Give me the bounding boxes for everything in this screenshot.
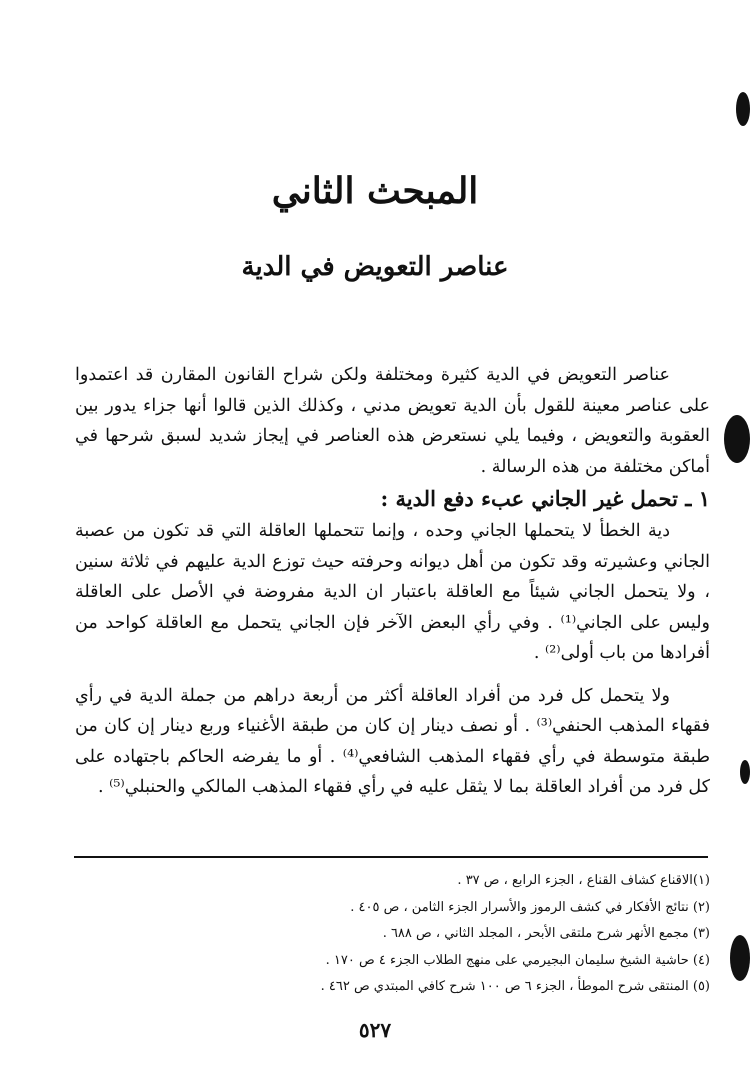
scan-mark-right xyxy=(740,760,750,784)
paragraph-2: ولا يتحمل كل فرد من أفراد العاقلة أكثر من أربعة دراهم من جملة الدية في رأي فقهاء المذهب الحنفي⁽³⁾ . أو نصف دينار إن كان من طبقة الأغنياء وربع دينار إن كان من طبقة متوسطة في رأي فقهاء المذهب الشافعي⁽⁴⁾ . أو ما يفرضه الحاكم باجتهاده على كل فرد من أفراد العاقلة بما لا يثقل عليه في رأي فقهاء المذهب المالكي والحنبلي⁽⁵⁾ . xyxy=(75,685,711,797)
subheading: ١ ـ تحمل غير الجاني عبء دفع الدية : xyxy=(380,486,710,511)
footnote-divider xyxy=(74,856,708,858)
footnote-5: (٥) المنتقى شرح الموطأ ، الجزء ٦ ص ١٠٠ شرح كافي المبتدي ص ٤٦٢ . xyxy=(320,979,710,994)
footnotes xyxy=(70,868,710,1001)
footnote-4: (٤) حاشية الشيخ سليمان البجيرمي على منهج الطلاب الجزء ٤ ص ١٧٠ . xyxy=(325,952,710,968)
paragraph-1: دية الخطأ لا يتحملها الجاني وحده ، وإنما تتحملها العاقلة التي قد تكون من عصبة الجاني وعشيرته وقد تكون من أهل ديوانه وحرفته حيث توزع الدية عليهم في ثلاثة سنين ، ولا يتحمل الجاني شيئاً مع العاقلة باعتبار ان الدية مفروضة في الأصل على العاقلة وليس على الجاني⁽¹⁾ . وفي رأي البعض الآخر فإن الجاني يتحمل مع العاقلة كواحد من أفرادها من باب أولى⁽²⁾ . xyxy=(75,521,710,663)
footnote-1: (١)الاقناع كشاف القناع ، الجزء الرابع ، ص ٣٧ . xyxy=(457,873,710,888)
scan-mark-middle xyxy=(724,415,750,463)
body-text xyxy=(75,360,710,803)
intro-paragraph: عناصر التعويض في الدية كثيرة ومختلفة ولكن شراح القانون المقارن قد اعتمدوا على عناصر معينة للقول بأن الدية تعويض مدني ، وكذلك الذين قالوا أنها جزاء يدور بين العقوبة والتعويض ، وفيما يلي نستعرض هذه العناصر في إيجاز شديد لسبق شرحها في أماكن مختلفة من هذه الرسالة . xyxy=(75,365,710,477)
scan-mark-bottom xyxy=(730,935,750,981)
section-title: عناصر التعويض في الدية xyxy=(241,252,509,282)
footnote-2: (٢) نتائج الأفكار في كشف الرموز والأسرار الجزء الثامن ، ص ٤٠٥ . xyxy=(350,899,710,915)
scan-mark-top xyxy=(736,92,750,126)
page-number: ٥٢٧ xyxy=(358,1018,392,1042)
chapter-title: المبحث الثاني xyxy=(271,170,479,212)
footnote-3: (٣) مجمع الأنهر شرح ملتقى الأبحر ، المجلد الثاني ، ص ٦٨٨ . xyxy=(382,926,710,941)
